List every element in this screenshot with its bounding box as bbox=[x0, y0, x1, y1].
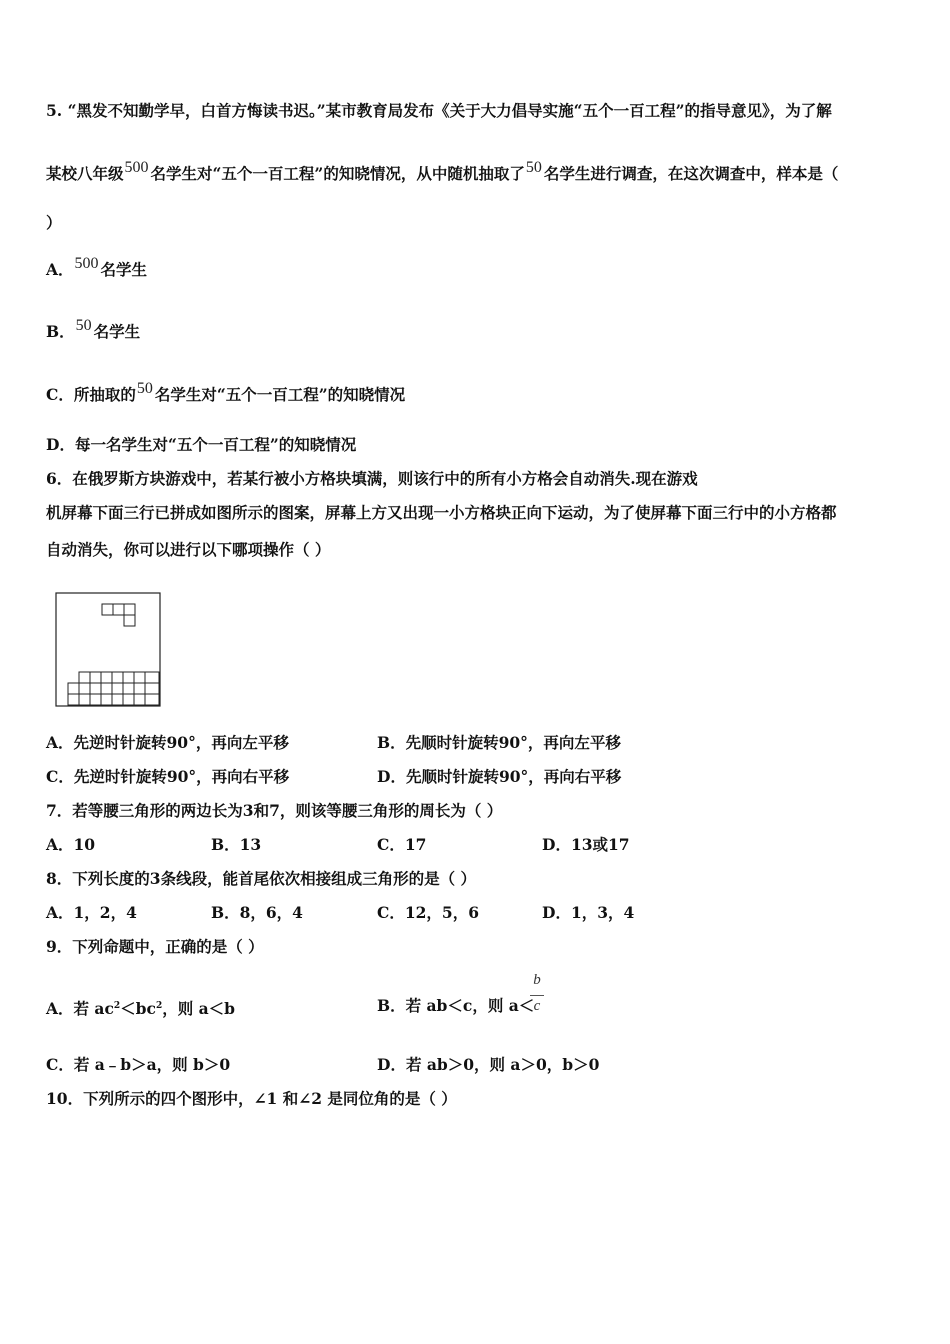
q7-option-d: D．13或17 bbox=[542, 835, 630, 854]
q5-option-b-num: 50 bbox=[75, 317, 92, 334]
q6-option-a: A．先逆时针旋转90°，再向左平移 bbox=[46, 733, 289, 752]
q7-option-a: A．10 bbox=[46, 835, 96, 854]
q9-option-a-sup1: 2 bbox=[113, 1001, 121, 1011]
q9-option-a-sup2: 2 bbox=[155, 1001, 163, 1011]
q5-option-c-text: 名学生对“五个一百工程”的知晓情况 bbox=[154, 385, 406, 404]
q9-option-d: D．若 ab＞0，则 a＞0，b＞0 bbox=[377, 1055, 600, 1074]
q5-line2-n1: 500 bbox=[124, 159, 149, 176]
q5-option-a-label: A． bbox=[46, 260, 74, 279]
q5-line2-c: 名学生进行调查，在这次调查中，样本是（ bbox=[543, 164, 839, 183]
q5-stem-line2 bbox=[46, 159, 839, 185]
q5-option-c bbox=[46, 380, 406, 406]
q6-option-d: D．先顺时针旋转90°，再向右平移 bbox=[377, 767, 622, 786]
q9-option-c: C．若 a﹣b＞a，则 b＞0 bbox=[46, 1055, 231, 1074]
q5-line2-n2: 50 bbox=[525, 159, 542, 176]
q6-stem-line3: 自动消失，你可以进行以下哪项操作（ ） bbox=[46, 540, 331, 559]
q7-option-c: C．17 bbox=[377, 835, 427, 854]
q6-option-b: B．先顺时针旋转90°，再向左平移 bbox=[377, 733, 621, 752]
q5-option-b-text: 名学生 bbox=[93, 322, 141, 341]
q6-stem-line2: 机屏幕下面三行已拼成如图所示的图案，屏幕上方又出现一小方格块正向下运动，为了使屏幕下面三行中的小方格都 bbox=[46, 503, 837, 522]
q8-option-d: D．1，3，4 bbox=[542, 903, 635, 922]
q5-option-c-num: 50 bbox=[136, 380, 153, 397]
q9-fraction-numerator: b bbox=[533, 972, 541, 988]
q5-line2-a: 某校八年级 bbox=[46, 164, 124, 183]
q9-option-b: B．若 ab＜c，则 a＜ bbox=[377, 996, 535, 1015]
q9-option-a-pre: A．若 ac bbox=[46, 999, 114, 1019]
tetris-figure bbox=[55, 592, 165, 710]
q5-stem-line1: 5. “黑发不知勤学早，白首方悔读书迟。”某市教育局发布《关于大力倡导实施“五个一百工程”的指导意见》，为了解 bbox=[46, 101, 832, 120]
q9-option-a-post: ，则 a＜b bbox=[162, 999, 235, 1019]
q8-option-a: A．1，2，4 bbox=[46, 903, 137, 922]
q5-stem-line3: ） bbox=[46, 213, 62, 232]
q7-stem: 7．若等腰三角形的两边长为3和7，则该等腰三角形的周长为（ ） bbox=[46, 801, 503, 820]
q5-option-a-text: 名学生 bbox=[100, 260, 148, 279]
q6-option-c: C．先逆时针旋转90°，再向右平移 bbox=[46, 767, 290, 786]
q9-option-a-mid: ＜bc bbox=[120, 999, 156, 1019]
q10-stem: 10．下列所示的四个图形中，∠1 和∠2 是同位角的是（ ） bbox=[46, 1089, 457, 1108]
q8-stem: 8．下列长度的3条线段，能首尾依次相接组成三角形的是（ ） bbox=[46, 869, 476, 888]
q5-option-b-label: B． bbox=[46, 322, 75, 341]
q9-fraction-denominator: c bbox=[533, 998, 541, 1014]
q5-option-c-label: C．所抽取的 bbox=[46, 385, 136, 404]
q5-line2-b: 名学生对“五个一百工程”的知晓情况，从中随机抽取了 bbox=[150, 164, 525, 183]
q9-fraction-bar bbox=[530, 995, 544, 996]
q5-option-a bbox=[46, 255, 148, 281]
q8-option-c: C．12，5，6 bbox=[377, 903, 479, 922]
q5-option-a-num: 500 bbox=[74, 255, 99, 272]
q9-stem: 9．下列命题中，正确的是（ ） bbox=[46, 937, 264, 956]
q8-option-b: B．8，6，4 bbox=[211, 903, 303, 922]
q5-option-d: D．每一名学生对“五个一百工程”的知晓情况 bbox=[46, 435, 357, 454]
q6-stem-line1: 6．在俄罗斯方块游戏中，若某行被小方格块填满，则该行中的所有小方格会自动消失.现在游戏 bbox=[46, 469, 698, 488]
q7-option-b: B．13 bbox=[211, 835, 262, 854]
q9-option-a bbox=[46, 996, 235, 1019]
q5-option-b bbox=[46, 317, 141, 343]
